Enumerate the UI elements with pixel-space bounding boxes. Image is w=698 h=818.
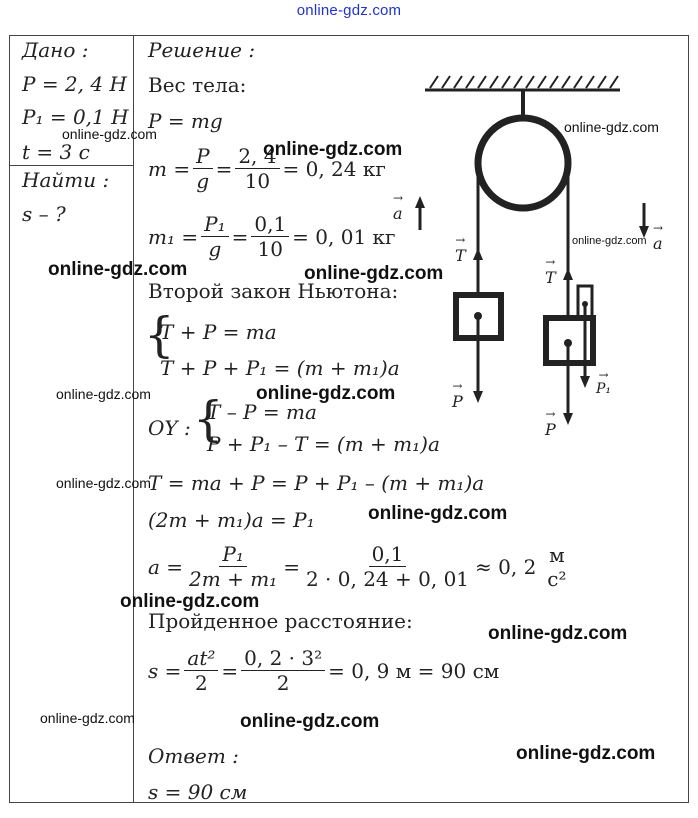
system2-line2: P + P₁ – T = (m + m₁)a [207,432,440,456]
a-num2: 0,1 [369,542,407,567]
watermark: online-gdz.com [240,711,380,732]
watermark: online-gdz.com [56,386,151,402]
a-unit-num: м [549,542,565,567]
find-line-s: s – ? [22,202,66,226]
newton-label: Второй закон Ньютона: [148,279,399,303]
given-line-t: t = 3 с [22,140,90,164]
watermark: online-gdz.com [488,623,628,644]
pulley-wheel [478,118,568,208]
a-unit-den: с² [547,566,567,591]
solution-title: Решение : [148,38,256,62]
s-num2: 0, 2 · 3² [241,646,325,671]
given-line-P: P = 2, 4 Н [22,72,127,96]
watermark: online-gdz.com [48,259,188,280]
site-header[interactable]: online-gdz.com [296,2,402,19]
a-num: P₁ [219,542,246,567]
watermark: online-gdz.com [62,126,157,142]
m-eq: = [215,156,233,181]
s-den2: 2 [276,671,290,695]
system1-line1: T + P = ma [160,320,277,344]
given-find-divider [9,165,134,166]
watermark: online-gdz.com [368,503,508,524]
m-num: P [193,144,212,169]
label-T-right: → T [545,268,556,287]
system2-line1: T – P = ma [207,400,317,424]
m-num2: 2, 4 [235,144,279,169]
system1-line2: T + P + P₁ = (m + m₁)a [160,356,400,380]
answer-label: Ответ : [148,744,239,768]
watermark: online-gdz.com [304,263,444,284]
a-den2: 2 · 0, 24 + 0, 01 [305,567,470,591]
watermark: online-gdz.com [56,475,151,491]
m1-den2: 10 [257,237,283,261]
s-lhs: s = [148,658,182,683]
label-P1: → P₁ [596,381,611,397]
watermark: online-gdz.com [40,710,135,726]
oy-label: OY : [148,416,191,440]
eq-weight: P = mg [148,109,223,133]
s-num: at² [184,646,218,671]
label-T-left: → T [455,246,466,265]
weight-label: Вес тела: [148,73,247,97]
s-result: = 0, 9 м = 90 см [328,658,500,683]
a-den: 2m + m₁ [189,567,278,591]
eq-2m: (2m + m₁)a = P₁ [148,508,315,532]
m1-eq: = [231,224,249,249]
m-den2: 10 [244,169,271,193]
watermark: online-gdz.com [564,119,659,135]
watermark: online-gdz.com [516,743,656,764]
watermark: online-gdz.com [263,139,403,160]
m1-num2: 0,1 [251,212,289,237]
distance-label: Пройденное расстояние: [148,609,413,633]
system2-brace: { [193,391,224,447]
m1-result: = 0, 01 кг [292,224,396,249]
eq-acceleration [148,542,573,591]
eq-mass1 [148,212,396,261]
ceiling-hatching [430,76,618,88]
a-approx: ≈ 0, 2 [475,554,537,579]
m1-den: g [208,237,222,261]
watermark: online-gdz.com [256,383,396,404]
find-title: Найти : [22,168,110,192]
m1-num: P₁ [201,212,228,237]
label-a-left: → a [393,204,403,223]
label-a-right: → a [653,234,663,253]
system1-brace: { [144,307,175,363]
watermark: online-gdz.com [120,591,260,612]
answer-value: s = 90 см [148,780,248,804]
given-line-P1: P₁ = 0,1 Н [22,105,129,129]
m-result: = 0, 24 кг [282,156,386,181]
a-eq: = [283,554,300,579]
eq-distance [148,646,499,695]
s-eq: = [221,658,239,683]
label-P-left: → P [452,392,463,411]
table-column-divider [133,35,134,803]
m-den: g [196,169,210,193]
eq-tension: T = ma + P = P + P₁ – (m + m₁)a [148,471,485,495]
a-lhs: a = [148,554,184,579]
s-den: 2 [195,671,208,695]
watermark: online-gdz.com [572,235,647,247]
label-P-right: → P [545,420,556,439]
given-title: Дано : [22,38,89,62]
m1-lhs: m₁ = [148,224,199,249]
m-lhs: m = [148,156,191,181]
